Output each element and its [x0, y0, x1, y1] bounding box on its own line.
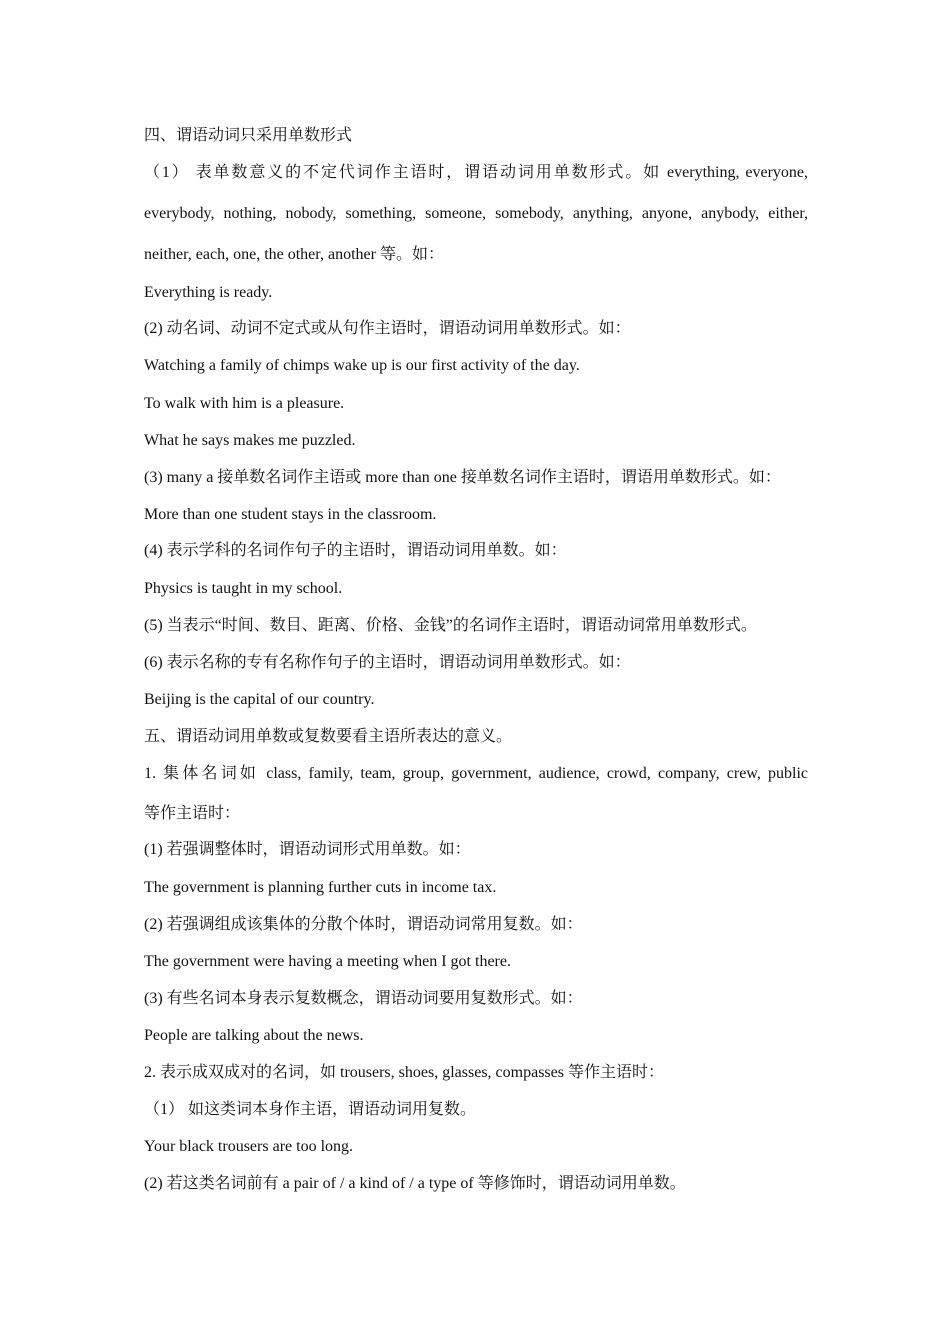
example-sentence: Physics is taught in my school. — [144, 580, 343, 597]
paragraph-line: （1） 表单数意义的不定代词作主语时，谓语动词用单数形式。如 everything, everyone, — [144, 164, 808, 181]
rule-item: （1） 如这类词本身作主语，谓语动词用复数。 — [144, 1101, 477, 1118]
rule-item: (4) 表示学科的名词作句子的主语时，谓语动词用单数。如： — [144, 542, 567, 559]
example-sentence: What he says makes me puzzled. — [144, 432, 356, 449]
example-sentence: Watching a family of chimps wake up is our first activity of the day. — [144, 357, 580, 374]
paragraph-line: everybody, nothing, nobody, something, someone, somebody, anything, anyone, anybody, either, — [144, 205, 808, 222]
rule-item: (6) 表示名称的专有名称作句子的主语时，谓语动词用单数形式。如： — [144, 654, 631, 671]
paragraph-line: 等作主语时： — [144, 805, 241, 822]
example-sentence: People are talking about the news. — [144, 1027, 364, 1044]
example-sentence: Your black trousers are too long. — [144, 1138, 354, 1155]
rule-item: (2) 若这类名词前有 a pair of / a kind of / a type of 等修饰时，谓语动词用单数。 — [144, 1175, 686, 1192]
rule-item: 2. 表示成双成对的名词，如 trousers, shoes, glasses, compasses 等作主语时： — [144, 1064, 664, 1081]
section-heading-five: 五、谓语动词用单数或复数要看主语所表达的意义。 — [144, 728, 513, 745]
example-sentence: Beijing is the capital of our country. — [144, 691, 375, 708]
example-sentence: The government were having a meeting when I got there. — [144, 953, 511, 970]
paragraph-line: 1. 集体名词如 class, family, team, group, government, audience, crowd, company, crew, public — [144, 765, 808, 782]
paragraph-line: neither, each, one, the other, another 等。如： — [144, 246, 444, 263]
section-heading-four: 四、谓语动词只采用单数形式 — [144, 127, 353, 144]
example-sentence: More than one student stays in the classroom. — [144, 506, 437, 523]
rule-item: (3) many a 接单数名词作主语或 more than one 接单数名词作主语时，谓语用单数形式。如： — [144, 469, 781, 486]
rule-item: (2) 动名词、动词不定式或从句作主语时，谓语动词用单数形式。如： — [144, 320, 631, 337]
example-sentence: The government is planning further cuts in income tax. — [144, 879, 497, 896]
rule-item: (3) 有些名词本身表示复数概念，谓语动词要用复数形式。如： — [144, 990, 583, 1007]
example-sentence: To walk with him is a pleasure. — [144, 395, 345, 412]
rule-item: (2) 若强调组成该集体的分散个体时，谓语动词常用复数。如： — [144, 916, 583, 933]
rule-item: (5) 当表示“时间、数目、距离、价格、金钱”的名词作主语时，谓语动词常用单数形式。 — [144, 617, 757, 634]
example-sentence: Everything is ready. — [144, 284, 273, 301]
rule-item: (1) 若强调整体时，谓语动词形式用单数。如： — [144, 841, 471, 858]
